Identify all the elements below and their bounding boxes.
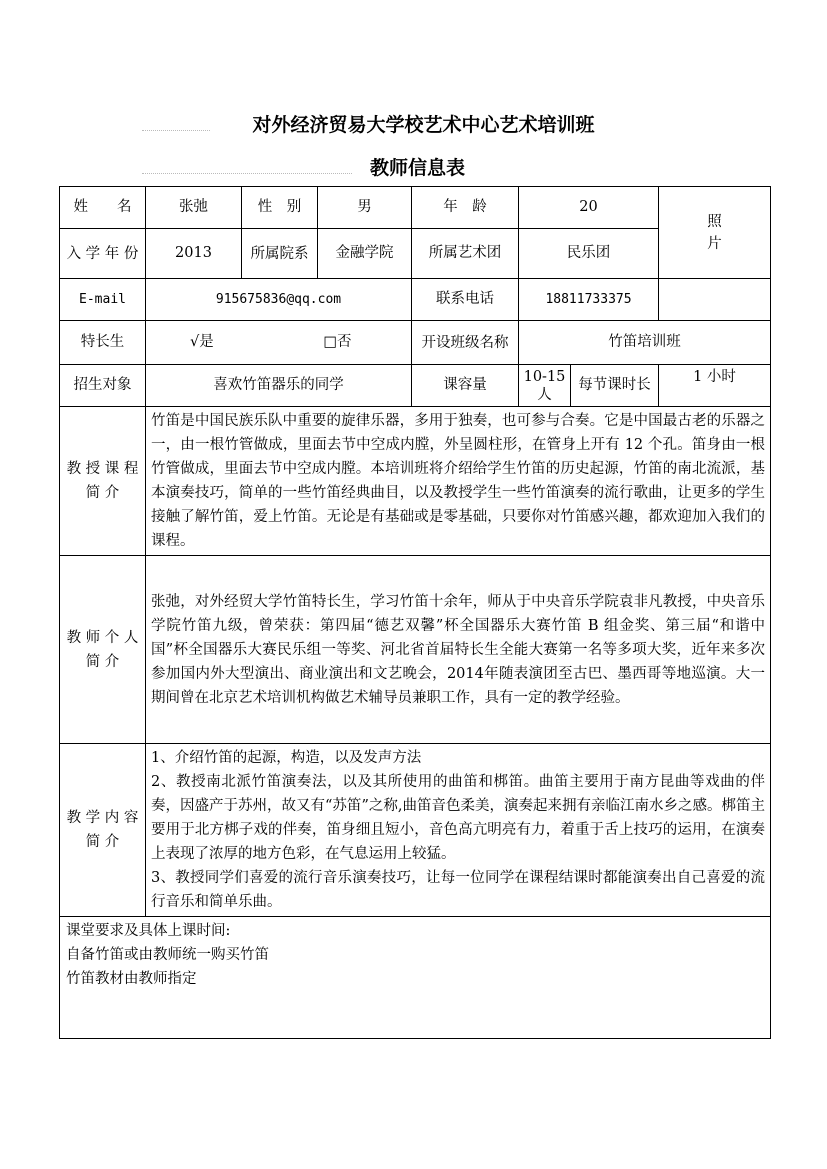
name-value: 张弛 — [146, 187, 242, 229]
teaching-content-label: 教 学 内 容 简 介 — [60, 744, 146, 917]
age-label: 年 龄 — [412, 187, 519, 229]
requirements-heading: 课堂要求及具体上课时间: — [66, 923, 231, 939]
decorative-dots — [142, 173, 352, 174]
decorative-dots — [142, 130, 210, 131]
gender-value: 男 — [318, 187, 412, 229]
document-title: 对外经济贸易大学校艺术中心艺术培训班 — [252, 114, 595, 136]
course-intro-label: 教 授 课 程 简 介 — [60, 407, 146, 556]
specialty-options — [146, 321, 412, 365]
gender-label: 性 别 — [242, 187, 318, 229]
teacher-info-table — [59, 186, 771, 1039]
capacity-value: 10-15人 — [519, 365, 571, 407]
capacity-label: 课容量 — [412, 365, 519, 407]
empty-cell — [659, 279, 771, 321]
enrollment-year-label: 入 学 年 份 — [60, 229, 146, 279]
college-label: 所属院系 — [242, 229, 318, 279]
content-item: 2、教授南北派竹笛演奏法，以及其所使用的曲笛和梆笛。曲笛主要用于南方昆曲等戏曲的伴奏，因盛产于苏州，故又有“苏笛”之称,曲笛音色柔美，演奏起来拥有亲临江南水乡之感。梆笛主要用于北方梆子戏的伴奏，笛身细且短小，音色高亢明亮有力，着重于舌上技巧的运用，在演奏上表现了浓厚的地方色彩，在气息运用上较猛。 — [151, 774, 766, 862]
requirements-cell — [60, 917, 771, 1039]
content-item: 3、教授同学们喜爱的流行音乐演奏技巧，让每一位同学在课程结课时都能演奏出自己喜爱的流行音乐和简单乐曲。 — [151, 870, 766, 910]
teaching-content-text — [146, 744, 771, 917]
content-item: 1、介绍竹笛的起源，构造，以及发声方法 — [151, 750, 422, 766]
class-name-label: 开设班级名称 — [412, 321, 519, 365]
duration-label: 每节课时长 — [571, 365, 659, 407]
no-option[interactable]: □否 — [323, 334, 352, 350]
target-students-label: 招生对象 — [60, 365, 146, 407]
phone-label: 联系电话 — [412, 279, 519, 321]
target-students-value: 喜欢竹笛器乐的同学 — [146, 365, 412, 407]
troupe-value: 民乐团 — [519, 229, 659, 279]
college-value: 金融学院 — [318, 229, 412, 279]
class-name-value: 竹笛培训班 — [519, 321, 771, 365]
troupe-label: 所属艺术团 — [412, 229, 519, 279]
requirement-line: 自备竹笛或由教师统一购买竹笛 — [66, 947, 269, 963]
requirement-line: 竹笛教材由教师指定 — [66, 971, 197, 987]
specialty-label: 特长生 — [60, 321, 146, 365]
email-label: E-mail — [60, 279, 146, 321]
enrollment-year-value: 2013 — [146, 229, 242, 279]
photo-cell: 照 片 — [659, 187, 771, 279]
email-value: 915675836@qq.com — [146, 279, 412, 321]
teacher-intro-text: 张弛，对外经贸大学竹笛特长生，学习竹笛十余年，师从于中央音乐学院袁非凡教授，中央音乐学院竹笛九级，曾荣获：第四届“德艺双馨”杯全国器乐大赛竹笛 B 组金奖、第三届“和谐中国”杯全国器乐大赛民乐组一等奖、河北省首届特长生全能大赛第一名等多项大奖，近年来多次参加国内外大型演出、商业演出和文艺晚会，2014年随表演团至古巴、墨西哥等地巡演。大一期间曾在北京艺术培训机构做艺术辅导员兼职工作，具有一定的教学经验。 — [146, 556, 771, 744]
yes-option[interactable]: √是 — [190, 334, 214, 350]
phone-value: 18811733375 — [519, 279, 659, 321]
document-subtitle: 教师信息表 — [369, 157, 465, 179]
teacher-intro-label: 教 师 个 人简 介 — [60, 556, 146, 744]
name-label: 姓 名 — [60, 187, 146, 229]
age-value: 20 — [519, 187, 659, 229]
duration-value: 1 小时 — [659, 365, 771, 407]
course-intro-text: 竹笛是中国民族乐队中重要的旋律乐器，多用于独奏，也可参与合奏。它是中国最古老的乐器之一，由一根竹管做成，里面去节中空成内膛，外呈圆柱形，在管身上开有 12 个孔。笛身由一根竹管做成，里面去节中空成内膛。本培训班将介绍给学生竹笛的历史起源，竹笛的南北流派，基本演奏技巧，简单的一些竹笛经典曲目，以及教授学生一些竹笛演奏的流行歌曲，让更多的学生接触了解竹笛，爱上竹笛。无论是有基础或是零基础，只要你对竹笛感兴趣，都欢迎加入我们的课程。 — [146, 407, 771, 556]
